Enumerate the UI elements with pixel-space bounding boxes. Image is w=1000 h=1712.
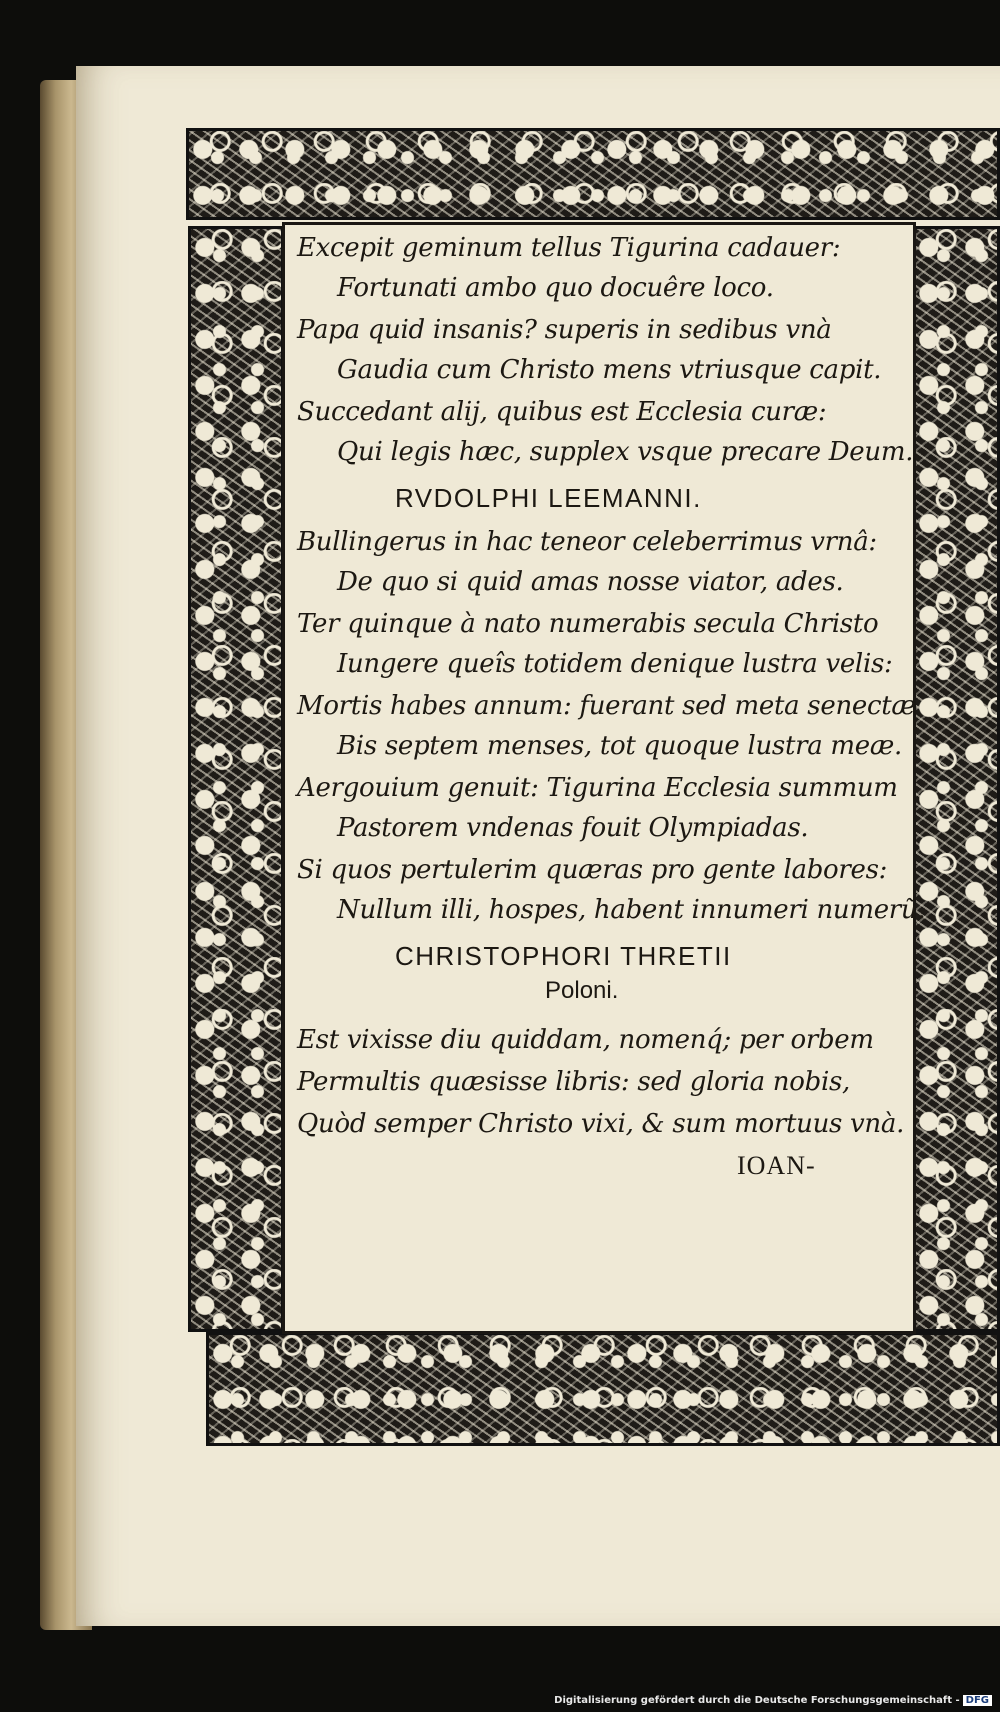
verse-line: Quòd semper Christo vixi, & sum mortuus vnà.: [297, 1109, 905, 1139]
verse-line: Gaudia cum Christo mens vtriusque capit.: [337, 355, 882, 385]
dfg-logo: DFG: [963, 1695, 992, 1706]
verse-line: Mortis habes annum: fuerant sed meta senectæ: [297, 691, 916, 721]
woodcut-border-bottom: [206, 1332, 1000, 1446]
poem-heading: CHRISTOPHORI THRETII: [395, 941, 732, 971]
footer-text: Digitalisierung gefördert durch die Deutsche Forschungsgemeinschaft -: [554, 1695, 960, 1706]
catchword: IOAN-: [737, 1151, 816, 1180]
verse-line: Iungere queîs totidem denique lustra velis:: [337, 649, 893, 679]
poem-heading: RVDOLPHI LEEMANNI.: [395, 483, 702, 513]
verse-line: Qui legis hæc, supplex vsque precare Deum.: [337, 437, 914, 467]
verse-line: Permultis quæsisse libris: sed gloria nobis,: [297, 1067, 850, 1097]
woodcut-border-top: [186, 128, 1000, 220]
verse-line: Bullingerus in hac teneor celeberrimus vrnâ:: [297, 527, 877, 557]
woodcut-border-right: [912, 226, 1000, 1332]
verse-line: Fortunati ambo quo docuêre loco.: [337, 273, 774, 303]
verse-line: Est vixisse diu quiddam, nomenq́; per orbem: [297, 1025, 874, 1055]
verse-line: Nullum illi, hospes, habent innumeri numerũ.: [337, 895, 926, 925]
verse-line: Ter quinque à nato numerabis secula Christo: [297, 609, 879, 639]
verse-line: De quo si quid amas nosse viator, ades.: [337, 567, 844, 597]
poem-subheading: Poloni.: [545, 977, 619, 1004]
verse-line: Bis septem menses, tot quoque lustra meæ.: [337, 731, 902, 761]
text-frame: [282, 222, 926, 1334]
verse-line: Papa quid insanis? superis in sedibus vnà: [297, 315, 832, 345]
woodcut-border-left: [188, 226, 284, 1332]
digitization-footer: [554, 1695, 992, 1706]
verse-line: Pastorem vndenas fouit Olympiadas.: [337, 813, 809, 843]
verse-line: Si quos pertulerim quæras pro gente labores:: [297, 855, 888, 885]
verse-line: Succedant alij, quibus est Ecclesia curæ:: [297, 397, 827, 427]
verse-line: Excepit geminum tellus Tigurina cadauer:: [297, 233, 841, 263]
verse-line: Aergouium genuit: Tigurina Ecclesia summum: [297, 773, 898, 803]
